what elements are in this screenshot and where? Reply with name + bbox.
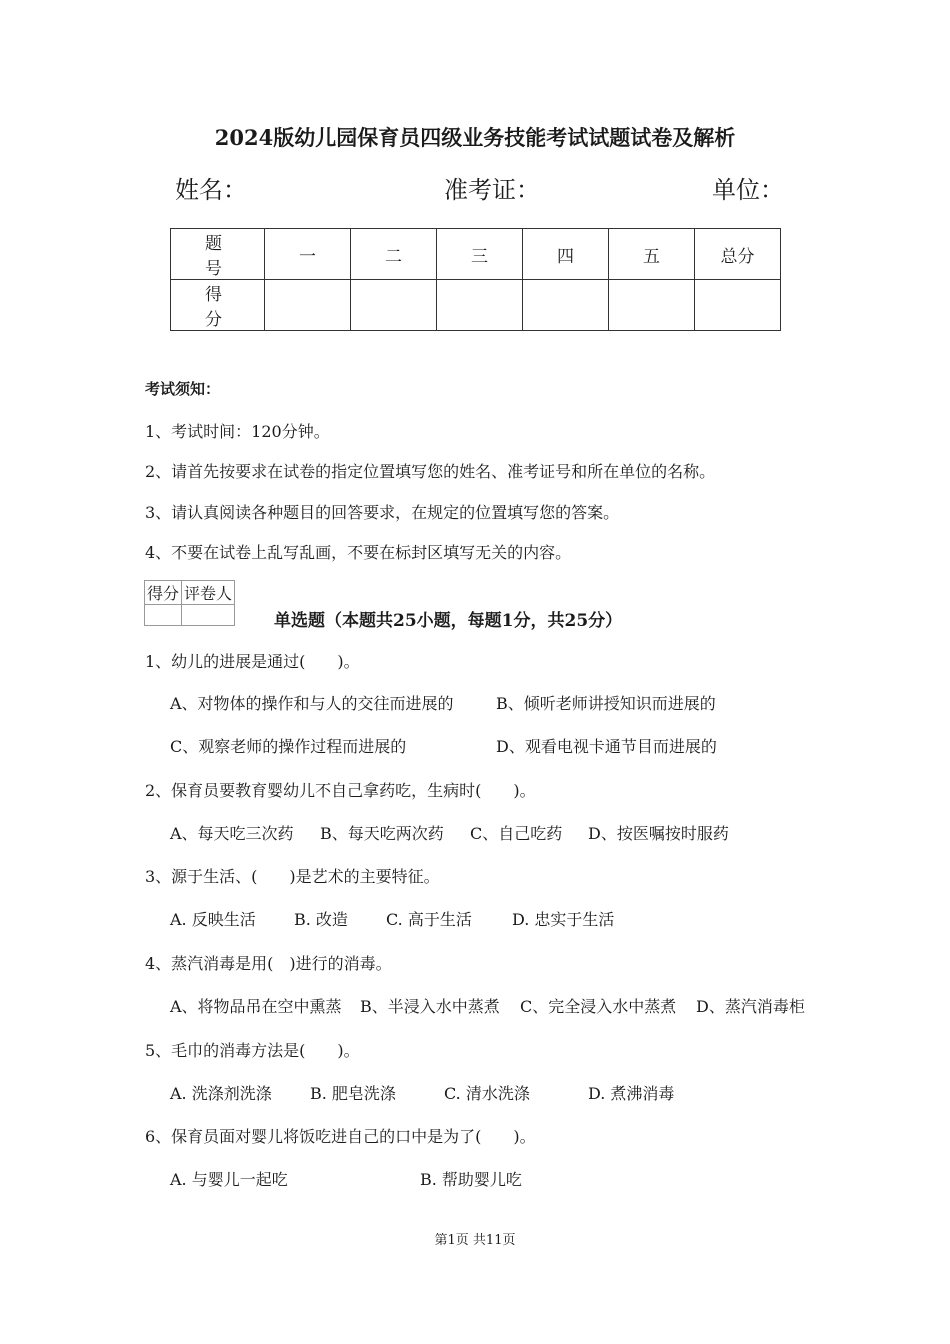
- score-cell[interactable]: [695, 280, 781, 331]
- question-option: B. 肥皂洗涤: [310, 1084, 396, 1103]
- question-stem: 4、蒸汽消毒是用( )进行的消毒。: [145, 954, 392, 973]
- score-cell[interactable]: [437, 280, 523, 331]
- score-table-header-cell: 五: [609, 229, 695, 280]
- score-table-header-cell: 二: [351, 229, 437, 280]
- score-table-header-cell: 一: [265, 229, 351, 280]
- question-option: A. 反映生活: [170, 910, 256, 929]
- question-option: D. 煮沸消毒: [588, 1084, 675, 1103]
- grader-score-cell[interactable]: [145, 605, 182, 626]
- grader-name-cell[interactable]: [182, 605, 235, 626]
- question-option: B、半浸入水中蒸煮: [360, 997, 500, 1016]
- score-table-header-label: 题 号: [171, 229, 265, 280]
- score-table-header-cell: 总分: [695, 229, 781, 280]
- score-table-header-cell: 三: [437, 229, 523, 280]
- question-option: A、每天吃三次药: [170, 824, 294, 843]
- question-option: B、倾听老师讲授知识而进展的: [496, 694, 716, 713]
- grader-name-label: 评卷人: [182, 581, 235, 605]
- question-stem: 5、毛巾的消毒方法是( )。: [145, 1041, 360, 1060]
- question-option: D、观看电视卡通节目而进展的: [496, 737, 717, 756]
- score-cell[interactable]: [523, 280, 609, 331]
- score-table-header-row: [171, 229, 781, 280]
- unit-field-label: 单位：: [712, 176, 784, 204]
- notice-heading: 考试须知：: [145, 380, 221, 398]
- name-field-label: 姓名：: [175, 176, 247, 204]
- question-stem: 6、保育员面对婴儿将饭吃进自己的口中是为了( )。: [145, 1127, 536, 1146]
- notice-item: 3、请认真阅读各种题目的回答要求，在规定的位置填写您的答案。: [145, 503, 620, 522]
- question-option: A、对物体的操作和与人的交往而进展的: [170, 694, 454, 713]
- question-option: B. 帮助婴儿吃: [420, 1170, 522, 1189]
- question-option: D. 忠实于生活: [512, 910, 615, 929]
- page-title: 2024版幼儿园保育员四级业务技能考试试题试卷及解析: [214, 125, 736, 150]
- question-option: D、蒸汽消毒柜: [696, 997, 805, 1016]
- score-table-score-row: [171, 280, 781, 331]
- grader-box: [144, 580, 235, 626]
- section-heading: 单选题（本题共25小题，每题1分，共25分）: [274, 611, 623, 631]
- question-option: A. 洗涤剂洗涤: [170, 1084, 272, 1103]
- question-stem: 3、源于生活、( )是艺术的主要特征。: [145, 867, 440, 886]
- score-table-header-cell: 四: [523, 229, 609, 280]
- notice-item: 1、考试时间：120分钟。: [145, 422, 330, 441]
- score-cell[interactable]: [265, 280, 351, 331]
- question-option: C. 清水洗涤: [444, 1084, 530, 1103]
- score-cell[interactable]: [351, 280, 437, 331]
- question-option: D、按医嘱按时服药: [588, 824, 729, 843]
- notice-item: 4、不要在试卷上乱写乱画，不要在标封区填写无关的内容。: [145, 543, 572, 562]
- question-option: A、将物品吊在空中熏蒸: [170, 997, 342, 1016]
- grader-score-label: 得分: [145, 581, 182, 605]
- score-cell[interactable]: [609, 280, 695, 331]
- score-table: [170, 228, 781, 331]
- notice-item: 2、请首先按要求在试卷的指定位置填写您的姓名、准考证号和所在单位的名称。: [145, 462, 716, 481]
- exam-id-field-label: 准考证：: [444, 176, 540, 204]
- page-footer: 第1页 共11页: [434, 1233, 516, 1248]
- question-stem: 1、幼儿的进展是通过( )。: [145, 652, 360, 671]
- question-option: C、观察老师的操作过程而进展的: [170, 737, 407, 756]
- question-option: C、自己吃药: [470, 824, 563, 843]
- question-option: C、完全浸入水中蒸煮: [520, 997, 677, 1016]
- question-option: B. 改造: [294, 910, 348, 929]
- question-option: C. 高于生活: [386, 910, 472, 929]
- question-stem: 2、保育员要教育婴幼儿不自己拿药吃，生病时( )。: [145, 781, 536, 800]
- score-table-score-label: 得 分: [171, 280, 265, 331]
- question-option: A. 与婴儿一起吃: [170, 1170, 288, 1189]
- question-option: B、每天吃两次药: [320, 824, 444, 843]
